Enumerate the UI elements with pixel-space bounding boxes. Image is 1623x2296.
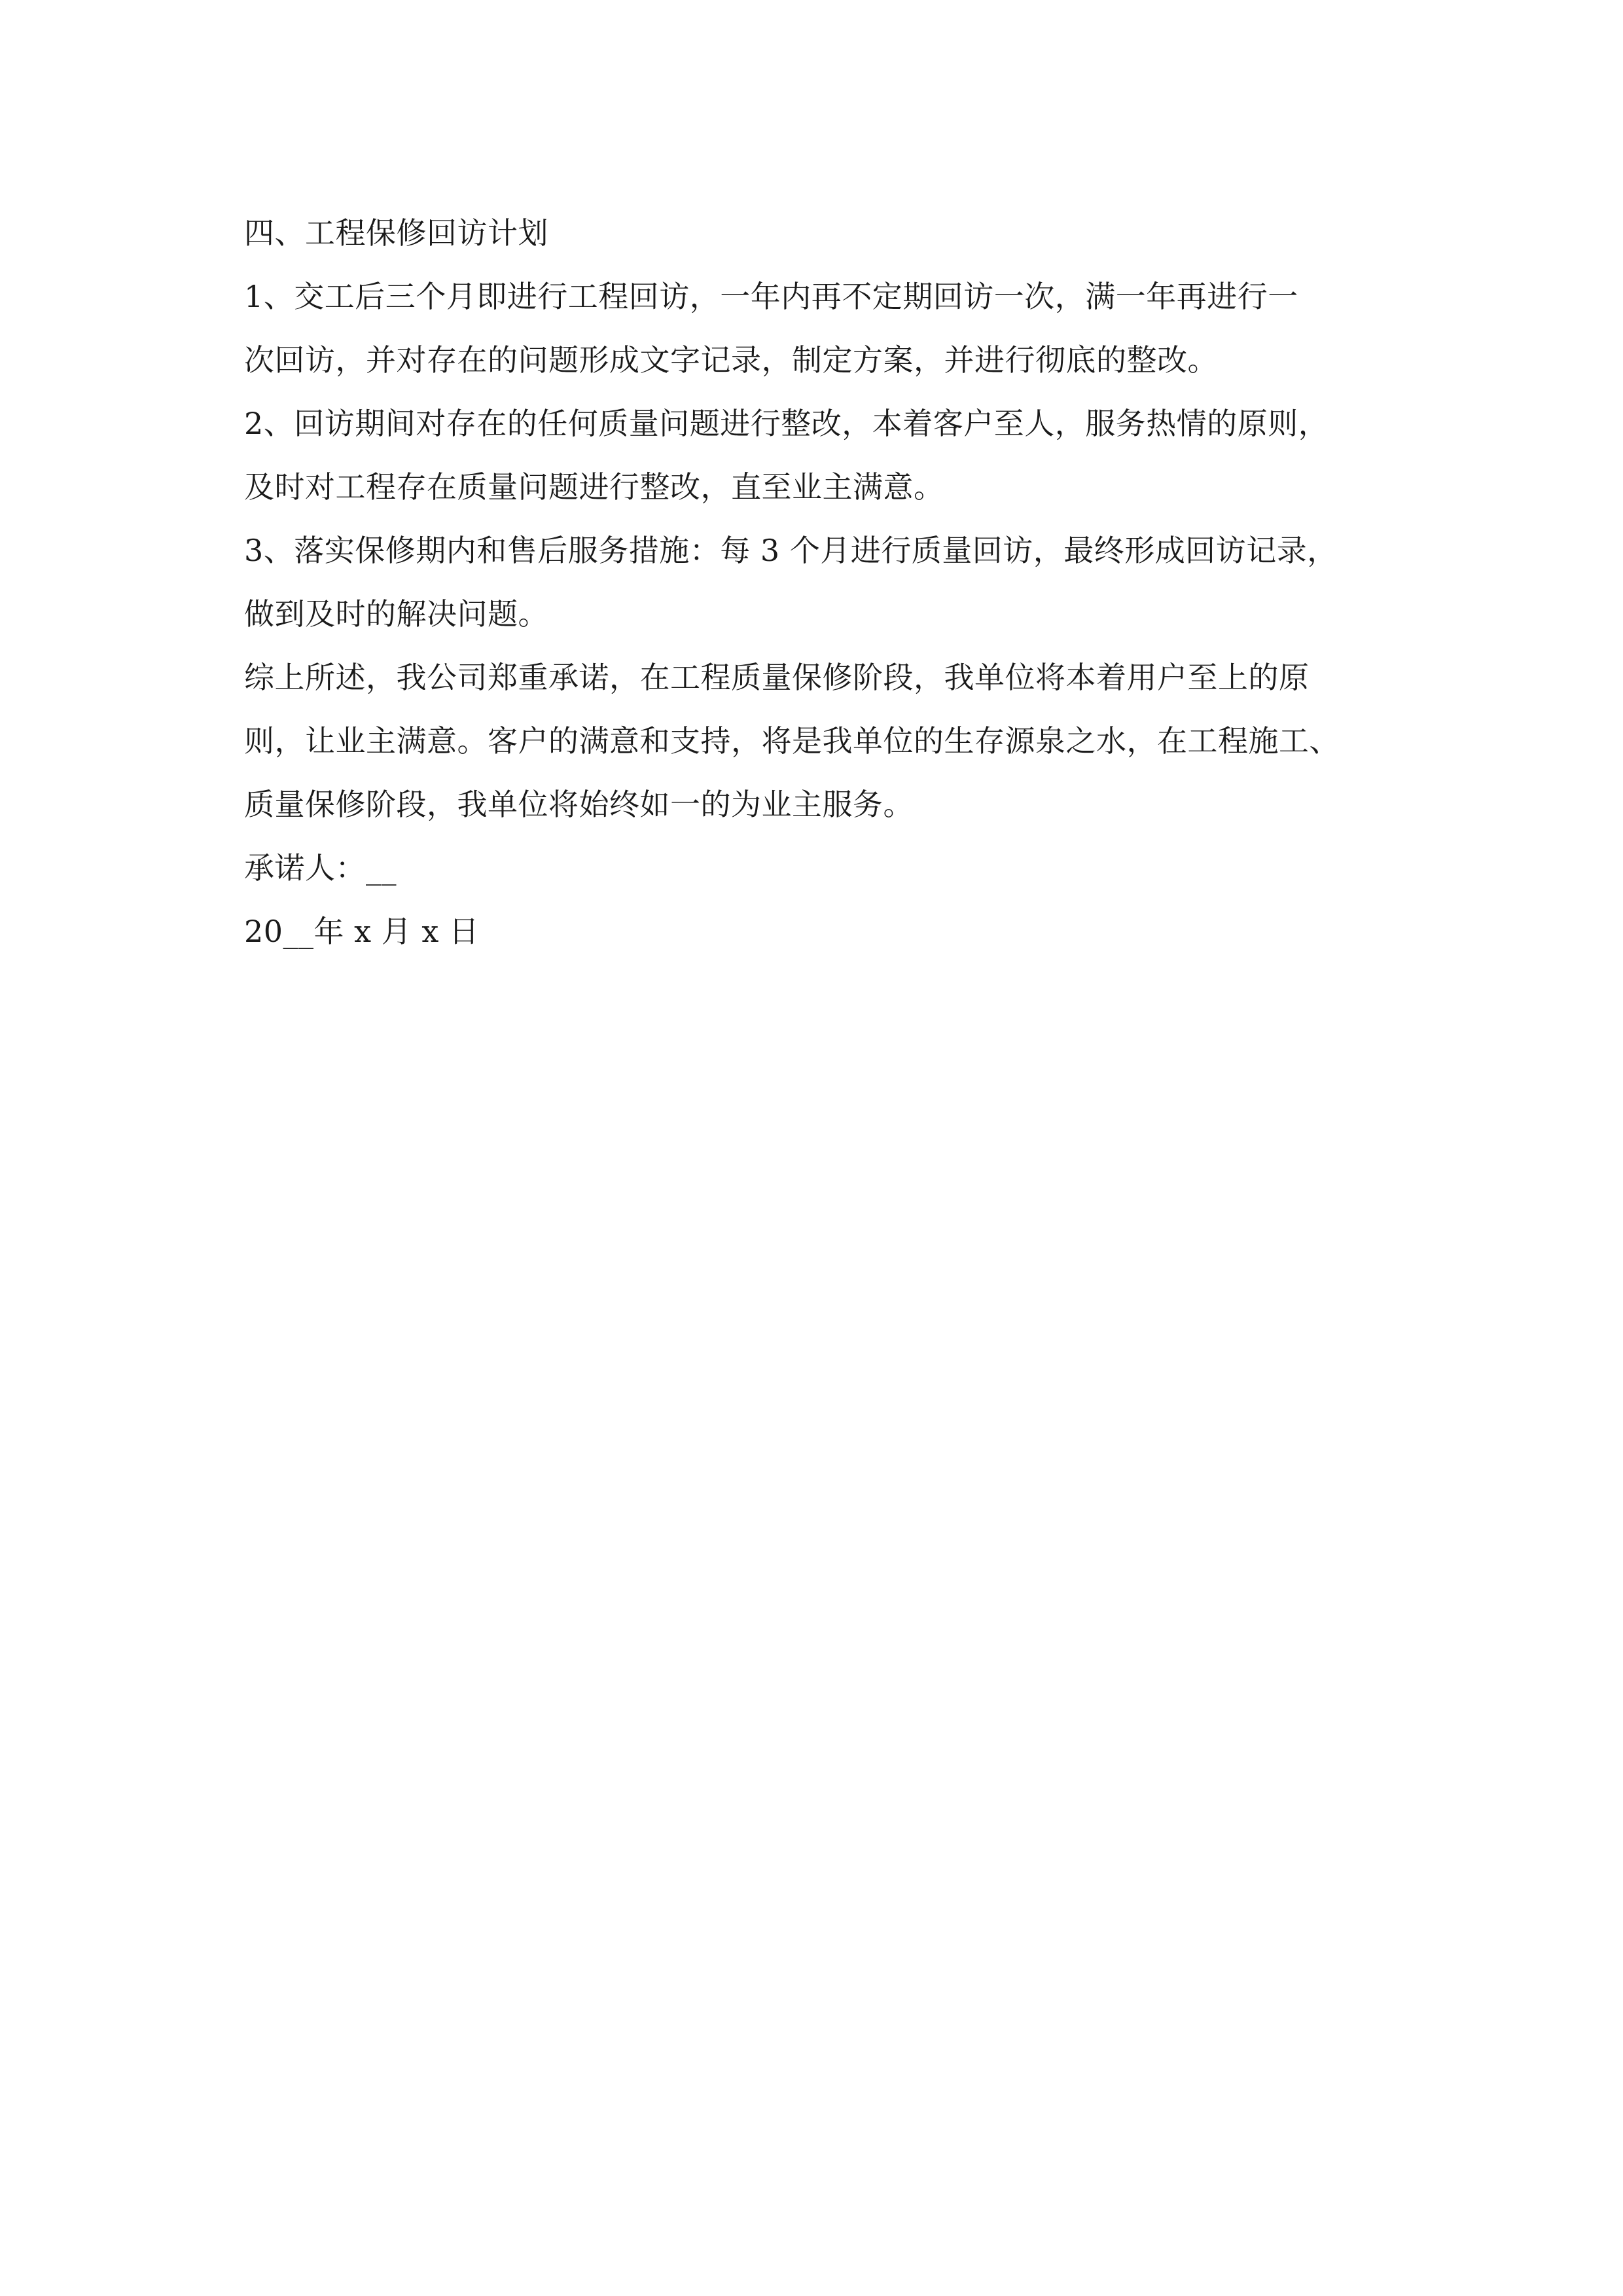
item-1-line-1: 1、交工后三个月即进行工程回访，一年内再不定期回访一次，满一年再进行一 — [244, 279, 1298, 314]
document-body — [244, 202, 1396, 963]
date-line: 20__年 x 月 x 日 — [244, 914, 480, 949]
item-2-line-2: 及时对工程存在质量问题进行整改，直至业主满意。 — [244, 469, 944, 505]
summary-line-3: 质量保修阶段，我单位将始终如一的为业主服务。 — [244, 787, 914, 822]
item-1-paragraph — [244, 265, 1396, 392]
item-1-line-2: 次回访，并对存在的问题形成文字记录，制定方案，并进行彻底的整改。 — [244, 342, 1218, 378]
item-2-paragraph — [244, 392, 1396, 519]
promisor-line: 承诺人：__ — [244, 850, 397, 886]
item-3-line-2: 做到及时的解决问题。 — [244, 596, 548, 632]
item-2-line-1: 2、回访期间对存在的任何质量问题进行整改，本着客户至人，服务热情的原则， — [244, 406, 1329, 441]
section-heading: 四、工程保修回访计划 — [244, 215, 548, 251]
summary-line-2: 则，让业主满意。客户的满意和支持，将是我单位的生存源泉之水，在工程施工、 — [244, 723, 1340, 759]
summary-line-1: 综上所述，我公司郑重承诺，在工程质量保修阶段，我单位将本着用户至上的原 — [244, 660, 1310, 695]
item-3-line-1: 3、落实保修期内和售后服务措施：每 3 个月进行质量回访，最终形成回访记录， — [244, 533, 1338, 568]
summary-paragraph — [244, 646, 1396, 836]
item-3-paragraph — [244, 519, 1396, 646]
